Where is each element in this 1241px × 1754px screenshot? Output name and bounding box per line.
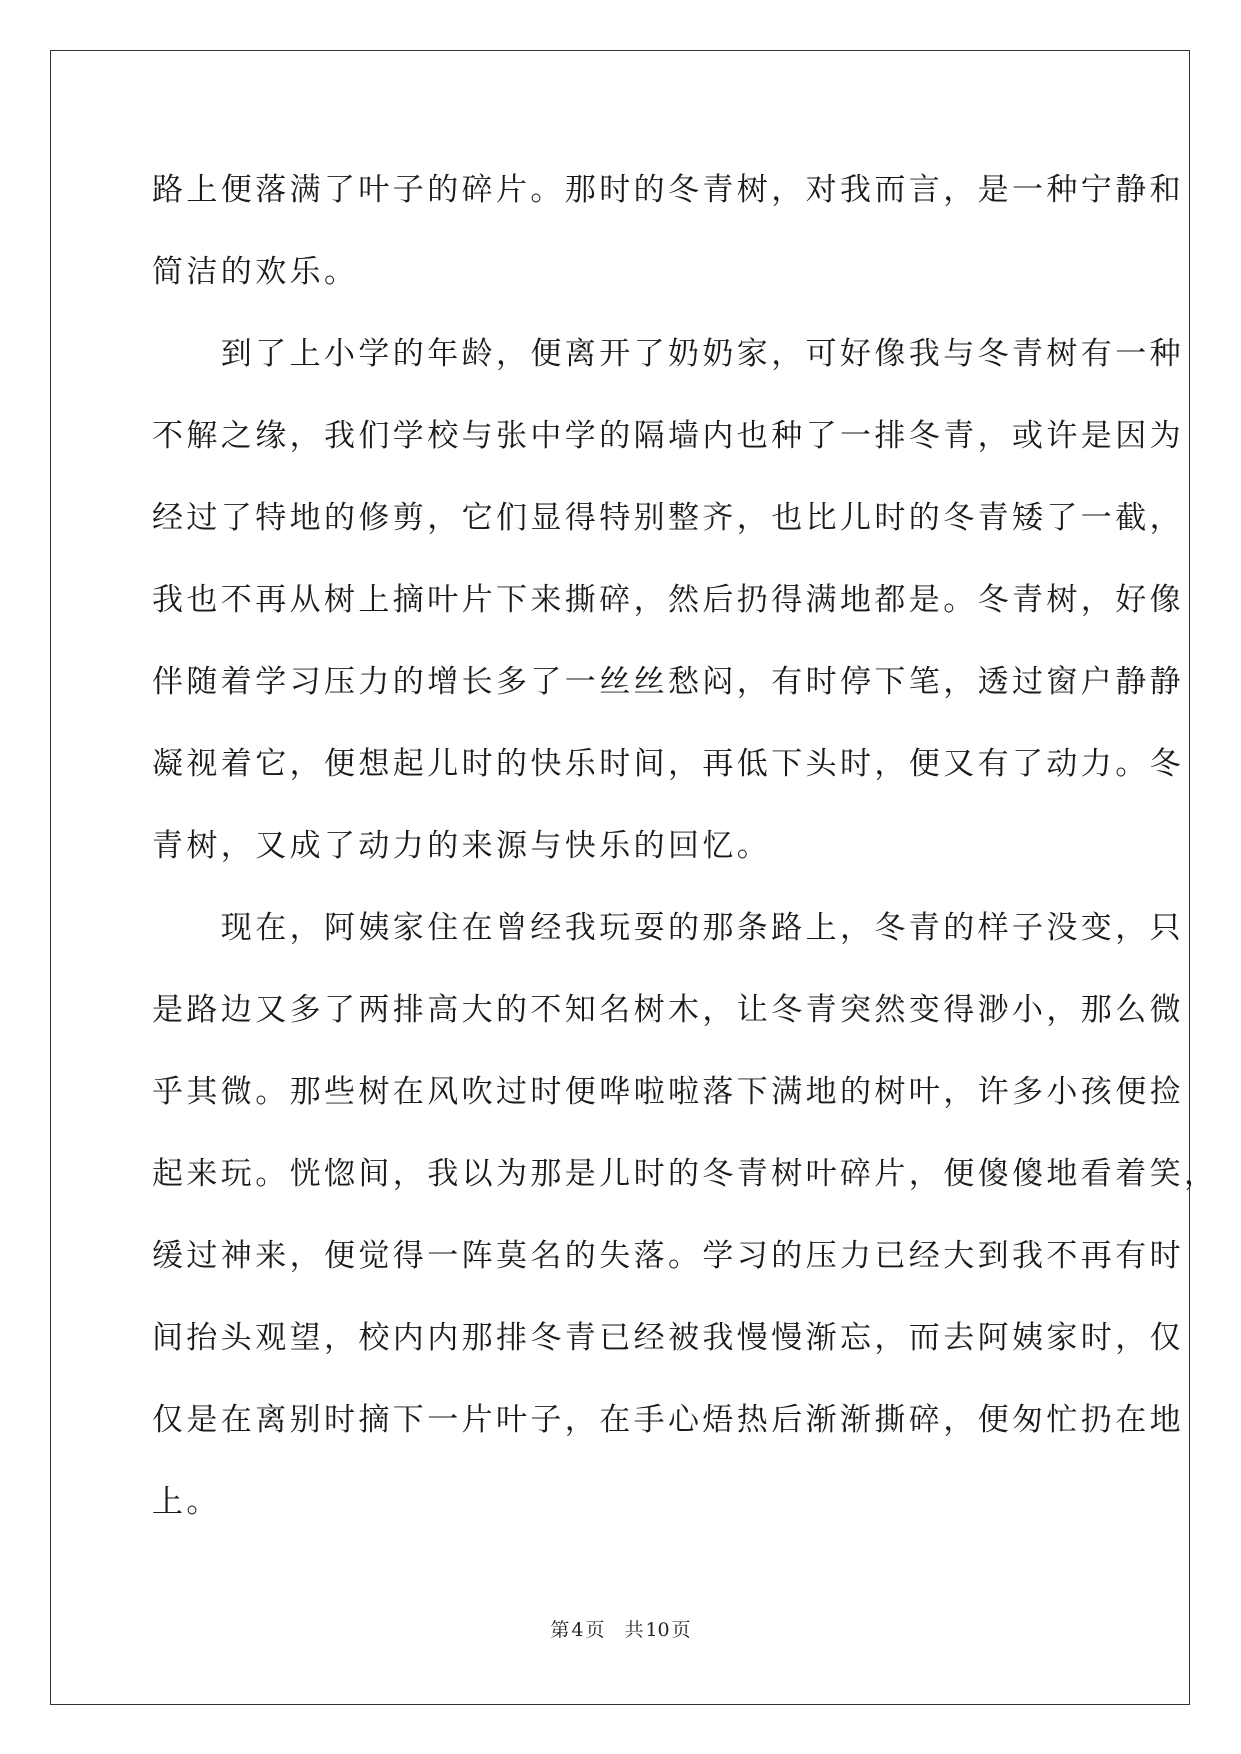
text-line: 青树，又成了动力的来源与快乐的回忆。 bbox=[152, 828, 772, 864]
text-line: 路上便落满了叶子的碎片。那时的冬青树，对我而言，是一种宁静和 bbox=[152, 172, 1184, 208]
text-line: 起来玩。恍惚间，我以为那是儿时的冬青树叶碎片，便傻傻地看着笑， bbox=[152, 1156, 1219, 1192]
total-pages: 10 bbox=[645, 1619, 670, 1641]
text-line: 不解之缘，我们学校与张中学的隔墙内也种了一排冬青，或许是因为 bbox=[152, 418, 1184, 454]
text-line: 乎其微。那些树在风吹过时便哗啦啦落下满地的树叶，许多小孩便捡 bbox=[152, 1074, 1184, 1110]
page-number: 4 bbox=[571, 1619, 584, 1641]
total-pages-suffix: 页 bbox=[671, 1619, 691, 1641]
text-line: 缓过神来，便觉得一阵莫名的失落。学习的压力已经大到我不再有时 bbox=[152, 1238, 1184, 1274]
page-number-prefix: 第 bbox=[550, 1619, 570, 1641]
text-line: 仅是在离别时摘下一片叶子，在手心焐热后渐渐撕碎，便匆忙扔在地 bbox=[152, 1402, 1184, 1438]
text-line: 凝视着它，便想起儿时的快乐时间，再低下头时，便又有了动力。冬 bbox=[152, 746, 1184, 782]
page-number-suffix: 页 bbox=[585, 1619, 605, 1641]
text-line: 是路边又多了两排高大的不知名树木，让冬青突然变得渺小，那么微 bbox=[152, 992, 1184, 1028]
text-line: 经过了特地的修剪，它们显得特别整齐，也比儿时的冬青矮了一截， bbox=[152, 500, 1184, 536]
total-pages-prefix: 共 bbox=[624, 1619, 644, 1641]
text-line: 伴随着学习压力的增长多了一丝丝愁闷，有时停下笔，透过窗户静静 bbox=[152, 664, 1184, 700]
text-line: 到了上小学的年龄，便离开了奶奶家，可好像我与冬青树有一种 bbox=[152, 336, 1184, 372]
page-footer bbox=[0, 1618, 1241, 1642]
text-line: 简洁的欢乐。 bbox=[152, 254, 359, 290]
text-line: 间抬头观望，校内内那排冬青已经被我慢慢渐忘，而去阿姨家时，仅 bbox=[152, 1320, 1184, 1356]
text-line: 现在，阿姨家住在曾经我玩耍的那条路上，冬青的样子没变，只 bbox=[152, 910, 1184, 946]
text-line: 我也不再从树上摘叶片下来撕碎，然后扔得满地都是。冬青树，好像 bbox=[152, 582, 1184, 618]
text-line: 上。 bbox=[152, 1484, 221, 1520]
page-border bbox=[50, 50, 1219, 1705]
